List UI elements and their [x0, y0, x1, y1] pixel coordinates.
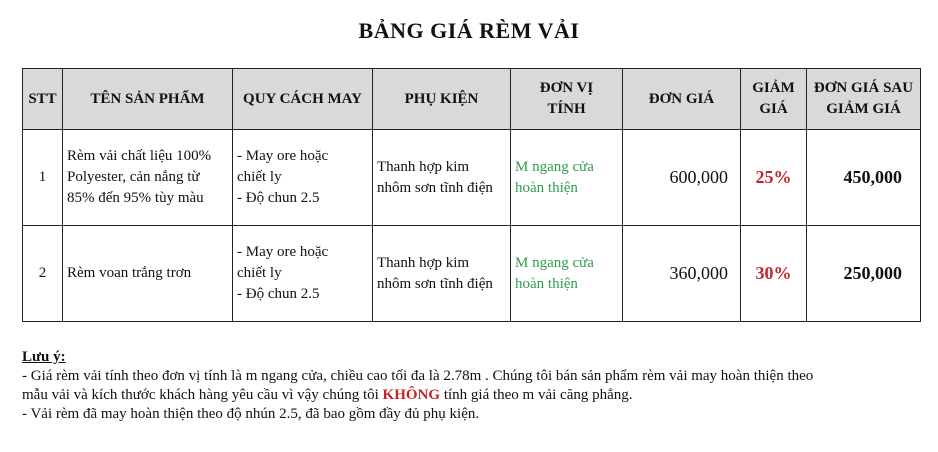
notes-title: Lưu ý: — [22, 349, 66, 365]
unit-line: M ngang cửa — [515, 158, 594, 175]
spec-line: - Độ chun 2.5 — [237, 190, 320, 206]
header-unit-line1: ĐƠN VỊ — [539, 80, 594, 96]
header-price: ĐƠN GIÁ — [623, 69, 741, 130]
cell-final-price: 250,000 — [807, 226, 921, 322]
note-emphasis: KHÔNG — [382, 387, 441, 403]
note-text: tính giá theo m vải căng phẳng. — [440, 387, 633, 403]
header-accessory: PHỤ KIỆN — [373, 69, 511, 130]
notes-section — [22, 348, 922, 424]
cell-accessory — [373, 130, 511, 226]
cell-discount: 30% — [741, 226, 807, 322]
unit-line: hoàn thiện — [515, 275, 578, 292]
header-stt: STT — [23, 69, 63, 130]
header-final-line2: GIẢM GIÁ — [826, 101, 901, 117]
note-line: - Giá rèm vải tính theo đơn vị tính là m ngang cửa, chiều cao tối đa là 2.78m . Chúng tôi bán sản phẩm rèm vải may hoàn thiện theo — [22, 368, 814, 384]
cell-discount: 25% — [741, 130, 807, 226]
cell-unit — [511, 130, 623, 226]
spec-line: - May ore hoặc — [237, 148, 329, 164]
cell-spec — [233, 130, 373, 226]
note-line: - Vải rèm đã may hoàn thiện theo độ nhún 2.5, đã bao gồm đầy đủ phụ kiện. — [22, 406, 480, 422]
header-spec: QUY CÁCH MAY — [233, 69, 373, 130]
cell-price: 360,000 — [623, 226, 741, 322]
spec-line: - Độ chun 2.5 — [237, 286, 320, 302]
spec-line: chiết ly — [237, 265, 282, 281]
accessory-line: Thanh hợp kim — [377, 254, 470, 271]
note-text: mẫu vải và kích thước khách hàng yêu cầu vì vậy chúng tôi — [22, 387, 383, 403]
cell-price: 600,000 — [623, 130, 741, 226]
cell-product: Rèm voan trắng trơn — [63, 226, 233, 322]
header-unit — [511, 69, 623, 130]
header-discount — [741, 69, 807, 130]
cell-product: Rèm vải chất liệu 100% Polyester, cản nắng từ 85% đến 95% tùy màu — [63, 130, 233, 226]
spec-line: chiết ly — [237, 169, 282, 185]
header-discount-line2: GIÁ — [759, 101, 788, 117]
table-header-row — [23, 69, 921, 130]
header-product: TÊN SẢN PHẨM — [63, 69, 233, 130]
accessory-line: nhôm sơn tĩnh điện — [377, 179, 493, 196]
unit-line: hoàn thiện — [515, 179, 578, 196]
page-title: BẢNG GIÁ RÈM VẢI — [358, 18, 580, 43]
accessory-line: Thanh hợp kim — [377, 158, 470, 175]
cell-final-price: 450,000 — [807, 130, 921, 226]
note-line — [22, 386, 922, 405]
unit-line: M ngang cửa — [515, 254, 594, 271]
spec-line: - May ore hoặc — [237, 244, 329, 260]
cell-unit — [511, 226, 623, 322]
header-unit-line2: TÍNH — [547, 101, 586, 117]
header-final-price — [807, 69, 921, 130]
cell-accessory — [373, 226, 511, 322]
cell-spec — [233, 226, 373, 322]
cell-stt: 1 — [23, 130, 63, 226]
cell-stt: 2 — [23, 226, 63, 322]
header-final-line1: ĐƠN GIÁ SAU — [813, 80, 914, 96]
table-row — [23, 226, 921, 322]
header-discount-line1: GIẢM — [752, 80, 795, 96]
table-row — [23, 130, 921, 226]
price-table — [22, 68, 921, 322]
accessory-line: nhôm sơn tĩnh điện — [377, 275, 493, 292]
